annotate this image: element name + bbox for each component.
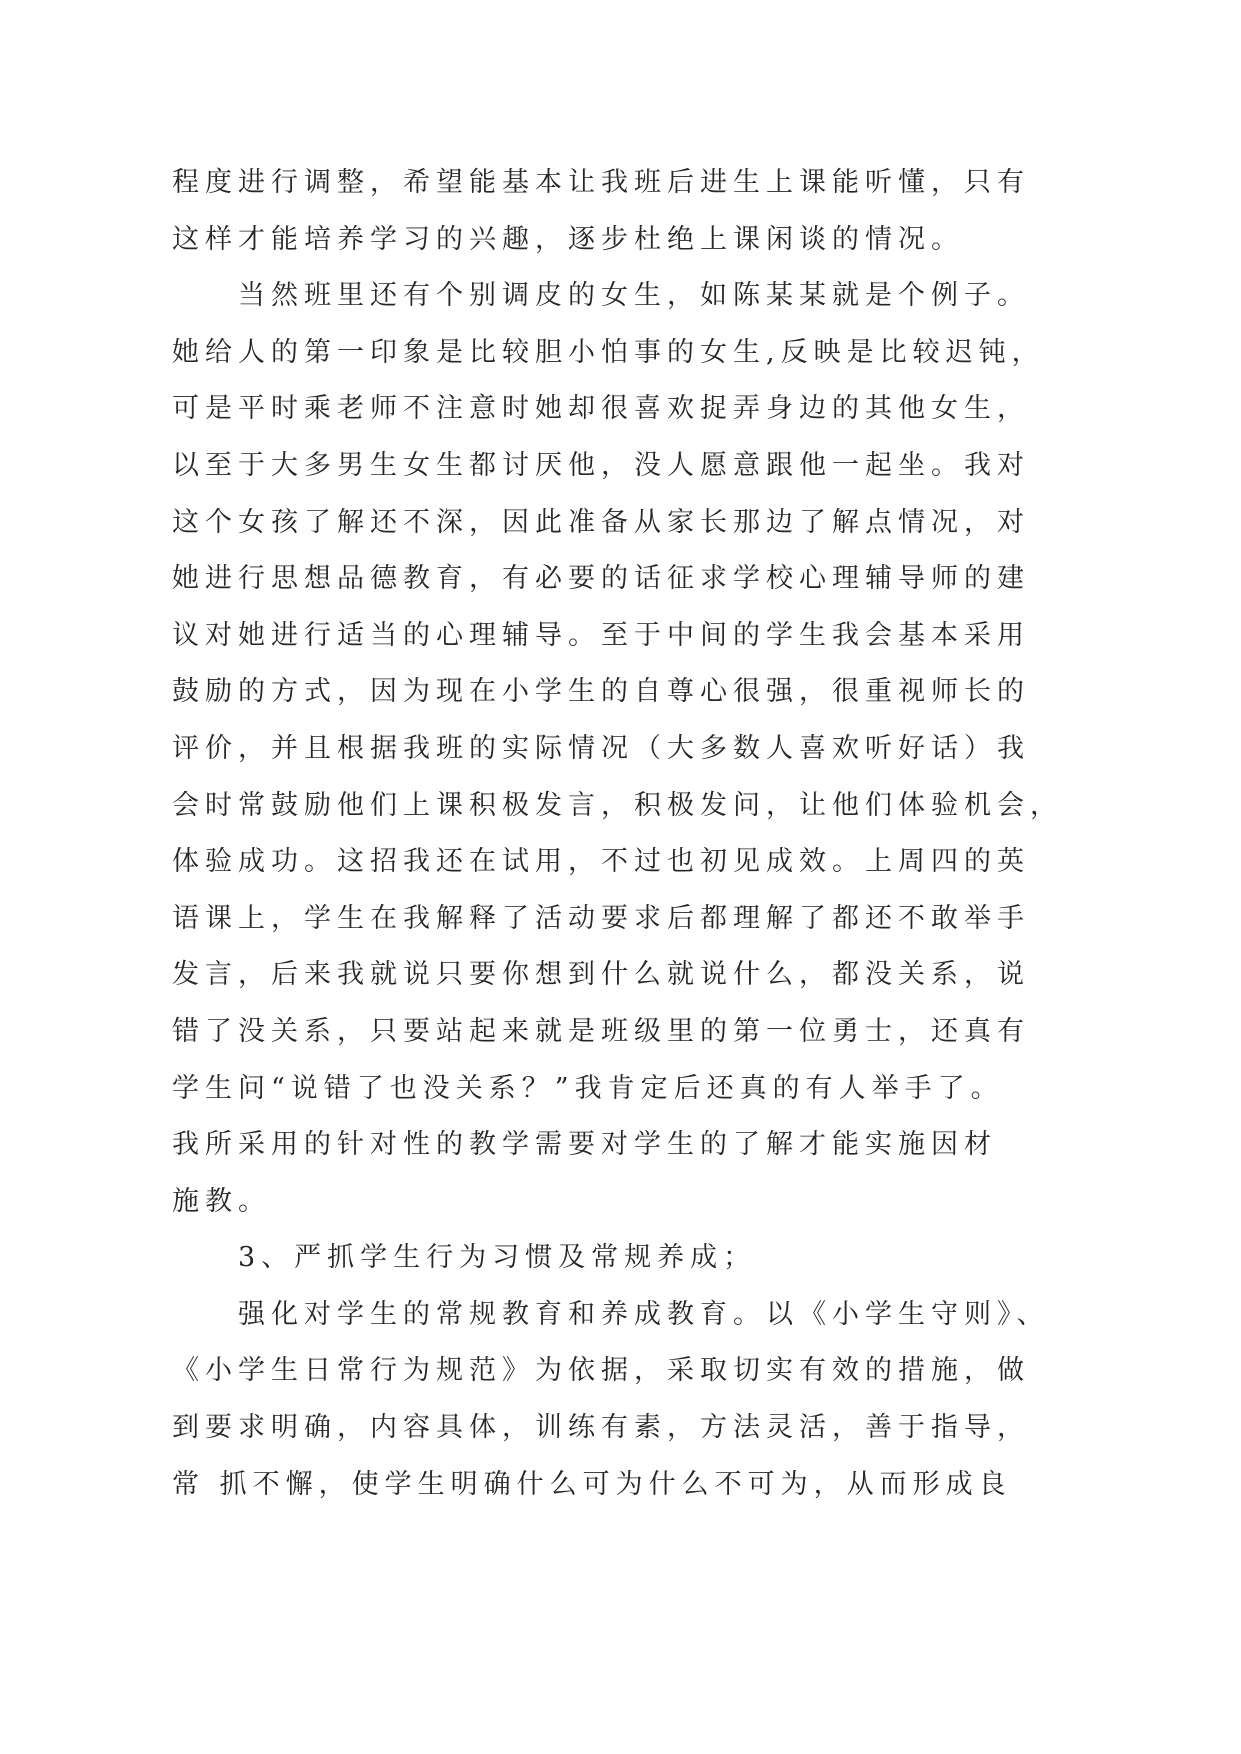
paragraph-start-line: 当然班里还有个别调皮的女生，如陈某某就是个例子。 xyxy=(238,280,1030,312)
body-text xyxy=(172,155,1132,1513)
section-heading: 3、严抓学生行为习惯及常规养成； xyxy=(238,1242,757,1274)
text-line: 评价，并且根据我班的实际情况（大多数人喜欢听好话）我 xyxy=(172,732,1030,764)
text-line: 会时常鼓励他们上课积极发言，积极发问，让他们体验机会， xyxy=(172,789,1063,821)
text-line: 鼓励的方式，因为现在小学生的自尊心很强，很重视师长的 xyxy=(172,676,1030,708)
text-line: 可是平时乘老师不注意时她却很喜欢捉弄身边的其他女生， xyxy=(172,393,1030,425)
text-line: 《小学生日常行为规范》为依据，采取切实有效的措施，做 xyxy=(172,1355,1030,1387)
text-line: 发言，后来我就说只要你想到什么就说什么，都没关系，说 xyxy=(172,959,1030,991)
text-line: 我所采用的针对性的教学需要对学生的了解才能实施因材 xyxy=(172,1129,997,1161)
text-line: 她进行思想品德教育，有必要的话征求学校心理辅导师的建 xyxy=(172,563,1030,595)
text-line: 这样才能培养学习的兴趣，逐步杜绝上课闲谈的情况。 xyxy=(172,223,964,255)
paragraph-start-line: 强化对学生的常规教育和养成教育。以《小学生守则》、 xyxy=(238,1298,1050,1330)
text-line: 议对她进行适当的心理辅导。至于中间的学生我会基本采用 xyxy=(172,619,1030,651)
text-line: 以至于大多男生女生都讨厌他，没人愿意跟他一起坐。我对 xyxy=(172,449,1030,481)
text-line: 这个女孩了解还不深，因此准备从家长那边了解点情况，对 xyxy=(172,506,1030,538)
text-line: 体验成功。这招我还在试用，不过也初见成效。上周四的英 xyxy=(172,846,1030,878)
text-line: 常 抓不懈，使学生明确什么可为什么不可为，从而形成良 xyxy=(172,1468,1012,1500)
text-line: 程度进行调整，希望能基本让我班后进生上课能听懂，只有 xyxy=(172,167,1030,198)
text-line: 错了没关系，只要站起来就是班级里的第一位勇士，还真有 xyxy=(172,1015,1030,1047)
text-line: 学生问“说错了也没关系？”我肯定后还真的有人举手了。 xyxy=(172,1072,1004,1104)
text-line: 施教。 xyxy=(172,1185,271,1217)
text-line: 语课上，学生在我解释了活动要求后都理解了都还不敢举手 xyxy=(172,902,1030,934)
text-line: 她给人的第一印象是比较胆小怕事的女生,反映是比较迟钝， xyxy=(172,336,1045,368)
text-line: 到要求明确，内容具体，训练有素，方法灵活，善于指导， xyxy=(172,1412,1030,1444)
